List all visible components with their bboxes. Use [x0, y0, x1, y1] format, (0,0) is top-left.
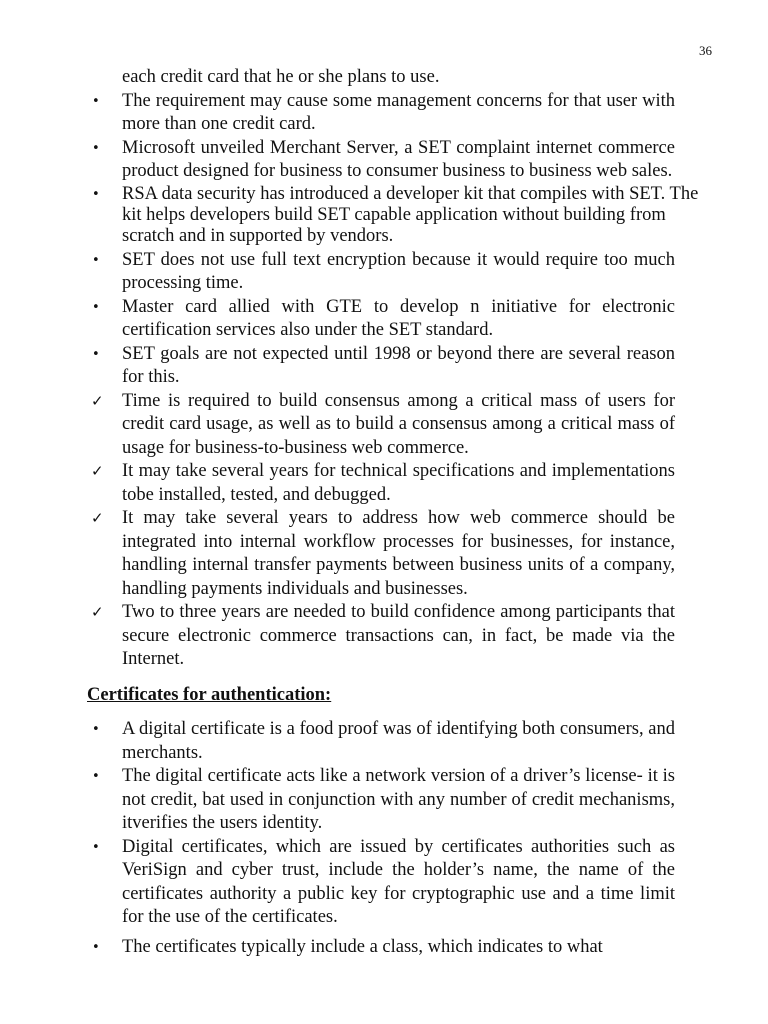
list-item-text: RSA data security has introduced a developer kit that compiles with SET. The kit helps developers build SET capable application without building from scratch and in supported by vendors. [122, 183, 699, 246]
list-item [87, 936, 675, 960]
bullet-icon: • [92, 346, 100, 362]
page-content [87, 66, 699, 959]
list-item-text: It may take several years for technical specifications and implementations tobe installed, tested, and debugged. [122, 461, 675, 505]
continued-paragraph: each credit card that he or she plans to use. [122, 67, 440, 87]
list-item [87, 718, 675, 765]
list-item [87, 836, 675, 930]
list-item [87, 137, 675, 184]
list-item [87, 296, 675, 343]
list-item [87, 343, 675, 390]
list-item-text: Master card allied with GTE to develop n initiative for electronic certification services also under the SET standard. [122, 296, 675, 340]
bullet-icon: • [92, 186, 100, 202]
list-item-text: The certificates typically include a class, which indicates to what [122, 936, 603, 957]
page-number: 36 [699, 43, 712, 58]
list-item [87, 249, 675, 296]
section-heading: Certificates for authentication: [87, 684, 332, 705]
list-item-text: Time is required to build consensus among a critical mass of users for credit card usage, as well as to build a consensus among a critical mass of usage for business-to-business web commerce. [122, 390, 675, 458]
list-item-text: Microsoft unveiled Merchant Server, a SET complaint internet commerce product designed for business to consumer business to business web sales. [122, 137, 675, 181]
list-item-text: Two to three years are needed to build confidence among participants that secure electronic commerce transactions can, in fact, be made via the Internet. [122, 602, 675, 669]
bullet-icon: • [92, 769, 100, 784]
bullet-icon: • [92, 939, 100, 955]
list-item [87, 460, 675, 507]
list-item [87, 184, 713, 249]
list-item-text: It may take several years to address how web commerce should be integrated into internal workflow processes for businesses, for instance, handling internal transfer payments between business units of a company, handling payments individuals and businesses. [122, 508, 675, 599]
checkmark-icon: ✓ [91, 603, 104, 621]
bullet-icon: • [92, 93, 100, 109]
list-item [87, 765, 675, 836]
list-item-text: The digital certificate acts like a network version of a driver’s license- it is not credit, bat used in conjunction with any number of credit mechanisms, itverifies the users identity. [122, 766, 675, 833]
list-item-text: Digital certificates, which are issued by certificates authorities such as VeriSign and cyber trust, include the holder’s name, the name of the certificates authority a public key for cryptographic use and a time limit for the use of the certificates. [122, 836, 675, 927]
list-item [87, 601, 675, 672]
list-item-text: SET goals are not expected until 1998 or beyond there are several reason for this. [122, 343, 675, 387]
bullet-icon: • [92, 252, 100, 268]
bullet-icon: • [92, 299, 100, 315]
checkmark-icon: ✓ [91, 391, 104, 410]
set-considerations-list [87, 90, 699, 672]
bullet-icon: • [92, 839, 100, 855]
list-item-text: SET does not use full text encryption because it would require too much processing time. [122, 249, 675, 293]
list-item [87, 90, 675, 137]
list-item-text: The requirement may cause some management concerns for that user with more than one credit card. [122, 90, 675, 134]
list-item [87, 507, 675, 601]
list-item-text: A digital certificate is a food proof was of identifying both consumers, and merchants. [122, 719, 675, 763]
list-item [87, 390, 675, 461]
certificates-list [87, 718, 675, 959]
checkmark-icon: ✓ [91, 509, 104, 527]
checkmark-icon: ✓ [91, 462, 104, 480]
bullet-icon: • [92, 722, 100, 737]
bullet-icon: • [92, 140, 100, 156]
